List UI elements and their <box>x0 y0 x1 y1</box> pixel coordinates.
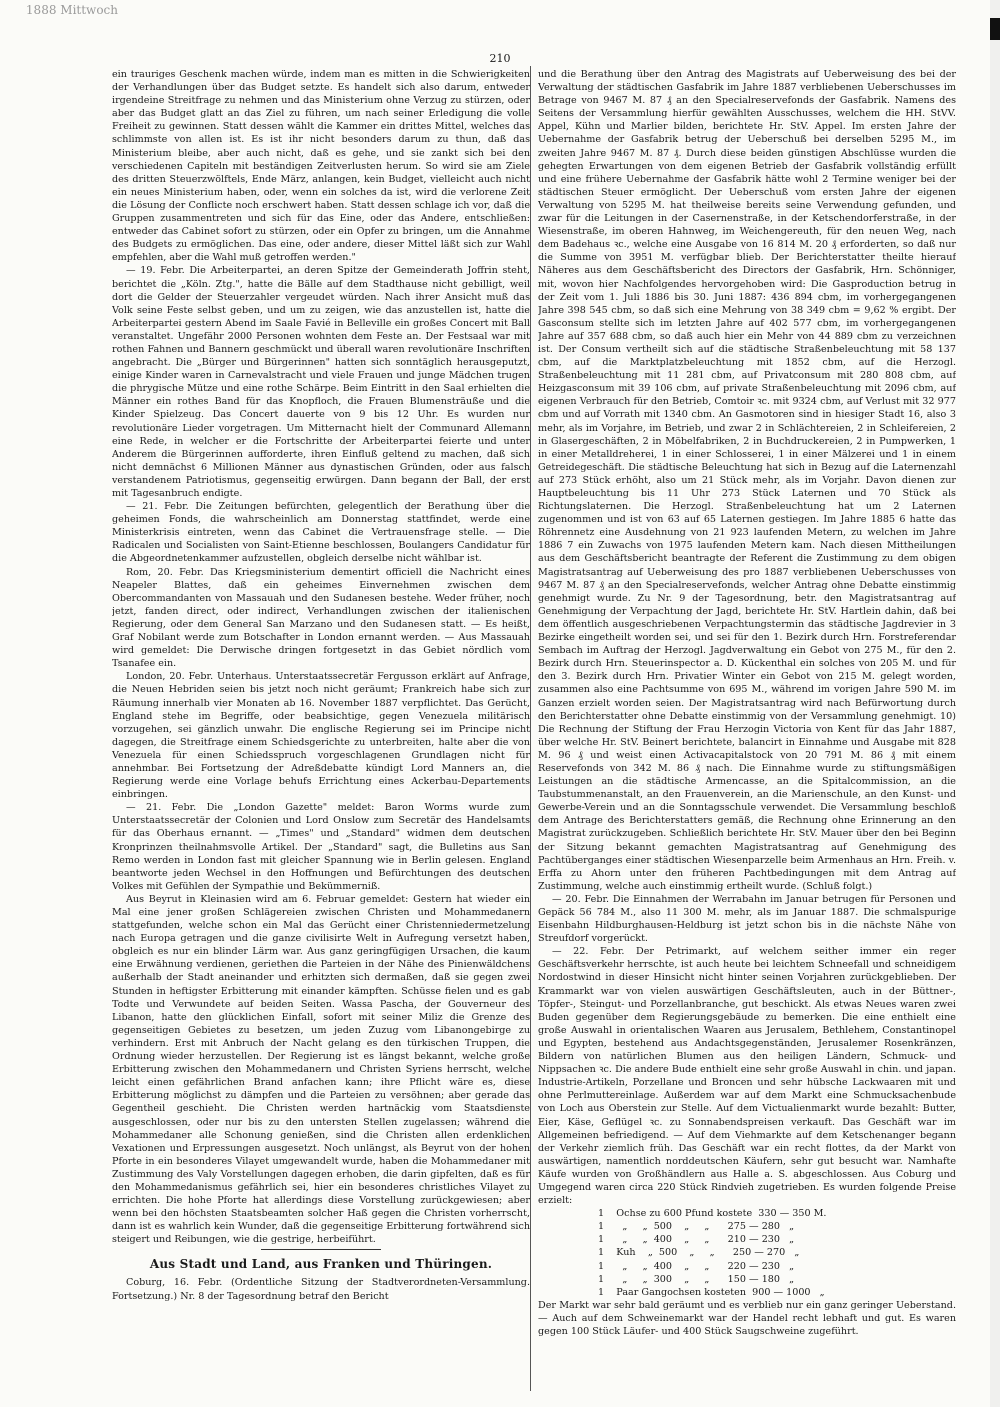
column-divider <box>530 66 531 1391</box>
right-column <box>538 68 956 1388</box>
price-list-line: 1 „ „ 500 „ „ 275 — 280 „ <box>598 1221 795 1233</box>
price-list-line: 1 „ „ 300 „ „ 150 — 180 „ <box>598 1273 795 1285</box>
article-paragraph: — 22. Febr. Der Petrimarkt, auf welchem seither immer ein reger Geschäftsverkehr herrschte, ist auch heute bei leichtem Schneefall und schneidigem Nordostwind in dieser Hinsicht nicht hinter seinen Vorjahren zurückgeblieben. Der Krammarkt war von vielen auswärtigen Geschäftsleuten, auch in der Büttner-, Töpfer-, Steingut- und Porzellanbranche, gut beschickt. Als etwas Neues waren zwei Buden gegenüber dem Regierungsgebäude zu bemerken. Die eine enthielt eine große Auswahl in orientalischen Waaren aus Jerusalem, Bethlehem, Constantinopel und Egypten, bestehend aus Andachtsgegenständen, Jerusalemer Rosenkränzen, Bildern von natürlichen Blumen aus den heiligen Ländern, Schmuck- und Nippsachen ꝛc. Die andere Bude enthielt eine sehr große Auswahl in chin. und japan. Industrie-Artikeln, Porzellane und Broncen und sehr hübsche Lackwaaren mit und ohne Perlmuttereinlage. Außerdem war auf dem Markt eine Schmucksachenbude von Loch aus Oberstein zur Stelle. Auf dem Victualienmarkt wurde bezahlt: Butter, Eier, Käse, Geflügel ꝛc. zu Sonnabendspreisen verkauft. Das Geschäft war im Allgemeinen befriedigend. — Auf dem Viehmarkte auf dem Ketschenanger begann der Verkehr ziemlich früh. Das Geschäft war ein recht flottes, da der Markt von auswärtigen, namentlich norddeutschen Käufern, sehr gut besucht war. Namhafte Käufe wurden von Großhändlern aus Halle a. S. abgeschlossen. Aus Coburg und Umgegend waren circa 220 Stück Rindvieh zugetrieben. Es wurden folgende Preise erzielt: <box>538 946 956 1207</box>
edge-mark <box>990 18 1000 40</box>
faded-corner-header <box>0 0 120 55</box>
article-paragraph: — 21. Febr. Die „London Gazette" meldet: Baron Worms wurde zum Unterstaatssecretär der Colonien und Lord Onslow zum Secretär des Handelsamts für das Oberhaus ernannt. — „Times" und „Standard" widmen dem deutschen Kronprinzen theilnahmsvolle Artikel. Der „Standard" sagt, die Bulletins aus San Remo werden in London fast mit gleicher Spannung wie in Berlin gelesen. England beantworte jeden Wechsel in den Hoffnungen und Befürchtungen des deutschen Volkes mit Gefühlen der Sympathie und Bekümmerniß. <box>112 802 530 892</box>
page-edge <box>990 0 1000 1407</box>
article-paragraph: Coburg, 16. Febr. (Ordentliche Sitzung der Stadtverordneten-Versammlung. Fortsetzung.) Nr. 8 der Tagesordnung betraf den Bericht <box>112 1277 530 1302</box>
article-paragraph: und die Berathung über den Antrag des Magistrats auf Ueberweisung des bei der Verwaltung der städtischen Gasfabrik im Jahre 1887 verbliebenen Ueberschusses im Betrage von 9467 M. 87 ₰ an den Specialreservefonds der Gasfabrik. Namens des Seitens der Versammlung hierfür gewählten Ausschusses, welchem die HH. StVV. Appel, Kühn und Marlier bilden, berichtete Hr. StV. Appel. Im ersten Jahre der Uebernahme der Gasfabrik betrug der Ueberschuß bei derselben 5295 M., im zweiten Jahre 9467 M. 87 ₰. Durch diese beiden günstigen Abschlüsse wurden die gehegten Erwartungen von dem eigenen Betrieb der Gasfabrik vollständig erfüllt und eine frühere Uebernahme der Gasfabrik hätte wohl 2 Termine weniger bei der städtischen Steuer ermöglicht. Der Ueberschuß vom ersten Jahre der eigenen Verwaltung von 5295 M. hat theilweise bereits seine Verwendung gefunden, und zwar für die Leitungen in der Casernenstraße, in der Ketschendorferstraße, in der Wiesenstraße, im oberen Hahnweg, im Weichengereuth, für den neuen Weg, nach dem Badehaus ꝛc., welche eine Ausgabe von 16 814 M. 20 ₰ erforderten, so daß nur die Summe von 3951 M. verfügbar blieb. Der Berichterstatter theilte hierauf Näheres aus dem Geschäftsbericht des Directors der Gasfabrik, Hrn. Schönniger, mit, wovon hier Nachfolgendes hervorgehoben wird: Die Gasproduction betrug in der Zeit vom 1. Juli 1886 bis 30. Juni 1887: 436 894 cbm, im vorhergegangenen Jahre 398 545 cbm, so daß sich eine Mehrung von 38 349 cbm = 9,62 % ergibt. Der Gasconsum stellte sich im letzten Jahre auf 402 577 cbm, im vorhergegangenen Jahre auf 357 688 cbm, so daß auch hier ein Mehr von 44 889 cbm zu verzeichnen ist. Der Consum vertheilt sich auf die städtische Straßenbeleuchtung mit 58 137 cbm, auf die Marktplatzbeleuchtung mit 1852 cbm, auf die Herzogl. Straßenbeleuchtung mit 11 281 cbm, auf Privatconsum mit 280 808 cbm, auf Heizgasconsum mit 39 106 cbm, auf private Straßenbeleuchtung mit 2096 cbm, auf eigenen Verbrauch für den Betrieb, Comtoir ꝛc. mit 9324 cbm, auf Verlust mit 32 977 cbm und auf Vorrath mit 1340 cbm. An Gasmotoren sind in hiesiger Stadt 16, also 3 mehr, als im Vorjahre, im Betrieb, und zwar 2 in Schlächtereien, 2 in Schleifereien, 2 in Glasergeschäften, 2 in Möbelfabriken, 2 in Buchdruckereien, 2 in Pumpwerken, 1 in einer Metalldreherei, 1 in einer Schlosserei, 1 in einer Mälzerei und 1 in einem Getreidegeschäft. Die städtische Beleuchtung hat sich in Bezug auf die Laternenzahl auf 273 Stück erhöht, also um 21 Stück mehr, als im Vorjahr. Davon dienen zur Hauptbeleuchtung bis 11 Uhr 273 Stück Laternen und 70 Stück als Richtungslaternen. Die Herzogl. Straßenbeleuchtung hat um 2 Laternen zugenommen und ist von 63 auf 65 Laternen gestiegen. Im Jahre 1885 6 hatte das Röhrennetz eine Ausdehnung von 21 923 laufenden Metern, zu welchen im Jahre 1886 7 ein Zuwachs von 1975 laufenden Metern kam. Nach diesen Mittheilungen aus dem Geschäftsbericht beantragte der Referent die Zustimmung zu dem obigen Magistratsantrag auf Ueberweisung des pro 1887 verbliebenen Ueberschusses von 9467 M. 87 ₰ an den Specialreservefonds, welcher Antrag ohne Debatte einstimmig genehmigt wurde. Zu Nr. 9 der Tagesordnung, betr. den Magistratsantrag auf Genehmigung der Verpachtung der Jagd, berichtete Hr. StV. Hartlein dahin, daß bei dem öffentlich ausgeschriebenen Verpachtungstermin das städtische Jagdrevier in 3 Bezirke eingetheilt worden sei, und sei für den 1. Bezirk durch Hrn. Forstreferendar Sembach im Auftrag der Herzogl. Jagdverwaltung ein Gebot von 275 M., für den 2. Bezirk durch Hrn. Steuerinspector a. D. Kückenthal ein solches von 205 M. und für den 3. Bezirk durch Hrn. Privatier Winter ein Gebot von 215 M. gelegt worden, zusammen also eine Pachtsumme von 695 M., während im vorigen Jahre 590 M. im Ganzen erzielt worden seien. Der Magistratsantrag wird nach Befürwortung durch den Berichterstatter ohne Debatte einstimmig von der Versammlung genehmigt. 10) Die Rechnung der Stiftung der Frau Herzogin Victoria von Kent für das Jahr 1887, über welche Hr. StV. Beinert berichtete, balancirt in Einnahme und Ausgabe mit 828 M. 96 ₰ und weist einen Activacapitalstock von 20 791 M. 86 ₰ mit einem Reservefonds von 342 M. 86 ₰ nach. Die Einnahme wurde zu stiftungsmäßigen Leistungen an die städtische Armencasse, an die Spitalcommission, an die Taubstummenanstalt, an den Frauenverein, an die Marienschule, an den Kunst- und Gewerbe-Verein und an die Sonntagsschule verwendet. Die Versammlung beschloß dem Antrage des Berichterstatters gemäß, die Rechnung ohne Erinnerung an den Magistrat zurückzugeben. Schließlich berichtete Hr. StV. Mauer über den bei Beginn der Sitzung bekannt gemachten Magistratsantrag auf Genehmigung des Pachtüberganges einer städtischen Wiesenparzelle beim Armenhaus an Hrn. Freih. v. Erffa zu Ahorn unter den früheren Pachtbedingungen mit dem Antrag auf Zustimmung, welche auch einstimmig ertheilt wurde. (Schluß folgt.) <box>538 69 956 892</box>
page-number: 210 <box>489 52 511 65</box>
article-paragraph: Rom, 20. Febr. Das Kriegsministerium dementirt officiell die Nachricht eines Neapeler Blattes, daß ein geheimes Einvernehmen zwischen dem Obercommandanten von Massauah und den Sudanesen bestehe. Weder früher, noch jetzt, fanden direct, oder indirect, Verhandlungen zwischen der italienischen Regierung, oder dem General San Marzano und den Sudanesen statt. — Es heißt, Graf Nobilant werde zum Botschafter in London ernannt werden. — Aus Massauah wird gemeldet: Die Derwische dringen fortgesetzt in das Gebiet nördlich vom Tsanafee ein. <box>112 566 530 670</box>
article-paragraph: ein trauriges Geschenk machen würde, indem man es mitten in die Schwierigkeiten der Verhandlungen über das Budget setzte. Es handelt sich also darum, entweder irgendeine Streitfrage zu nehmen und das Ministerium ohne Verzug zu stürzen, oder aber das Budget glatt an das Ziel zu führen, um nach seiner Erledigung die volle Freiheit zu gewinnen. Statt dessen wählt die Kammer ein drittes Mittel, welches das schlimmste von allen ist. Es ist ihr nicht besonders darum zu thun, daß das Ministerium bleibe, aber auch nicht, daß es gehe, und sie zankt sich bei den verschiedenen Capiteln mit beständigen Zeitverlusten herum. So wird sie am Ziele des dritten Steuerzwölftels, Ende März, anlangen, kein Budget, vielleicht auch nicht ein neues Ministerium haben, oder, wenn ein solches da ist, wird die verlorene Zeit die Lösung der Conflicte noch erschwert haben. Statt dessen schlage ich vor, daß die Gruppen zusammentreten und sich für das Eine, oder das Andere, entschließen: entweder das Cabinet sofort zu stürzen, oder ein Opfer zu bringen, um die Annahme des Budgets zu ermöglichen. Das eine, oder andere, dieser Mittel läßt sich zur Wahl empfehlen, aber die Wahl muß getroffen werden." <box>112 69 530 264</box>
article-paragraph: — 20. Febr. Die Einnahmen der Werrabahn im Januar betrugen für Personen und Gepäck 56 784 M., also 11 300 M. mehr, als im Januar 1887. Die schmalspurige Eisenbahn Hildburghausen-Heldburg ist jetzt schon bis in die nächste Nähe von Streufdorf vorgerückt. <box>538 893 956 945</box>
left-column <box>112 68 530 1388</box>
price-list <box>538 1207 956 1299</box>
price-list-line: 1 „ „ 400 „ „ 210 — 230 „ <box>598 1234 795 1246</box>
price-list-line: 1 Ochse zu 600 Pfund kostete 330 — 350 M. <box>598 1208 827 1220</box>
heading-rule <box>261 1249 381 1250</box>
article-paragraph: — 19. Febr. Die Arbeiterpartei, an deren Spitze der Gemeinderath Joffrin steht, berichtet die „Köln. Ztg.", hatte die Bälle auf dem Stadthause nicht gebilligt, weil dort die Gelder der Steuerzahler vergeudet würden. Nach ihrer Ansicht muß das Volk seine Feste selbst geben, und um zu zeigen, wie das anzustellen ist, hatte die Arbeiterpartei gestern Abend im Saale Favié in Belleville ein großes Concert mit Ball veranstaltet. Ungefähr 2000 Personen wohnten dem Feste an. Der Festsaal war mit rothen Fahnen und Bannern geschmückt und überall waren revolutionäre Inschriften angebracht. Die „Bürger und Bürgerinnen" hatten sich sonntäglich herausgeputzt, einige Kinder waren in Carnevalstracht und viele Frauen und junge Mädchen trugen die phrygische Mütze und eine rothe Schärpe. Beim Eintritt in den Saal erhielten die Männer ein rothes Band für das Knopfloch, die Frauen Blumensträuße und die Kinder Spielzeug. Das Concert dauerte von 9 bis 12 Uhr. Es wurden nur revolutionäre Lieder vorgetragen. Um Mitternacht hielt der Communard Allemann eine Rede, in welcher er die Fortschritte der Arbeiterpartei feierte und unter Anderem die Bürgerinnen aufforderte, ihren Einfluß geltend zu machen, daß sich nicht demnächst 6 Millionen Männer aus dynastischen Gründen, oder aus falsch verstandenem Patriotismus, gegenseitig erwürgen. Dann begann der Ball, der erst mit Tagesanbruch endigte. <box>112 265 530 499</box>
price-list-line: 1 „ „ 400 „ „ 220 — 230 „ <box>598 1260 795 1272</box>
article-paragraph: Der Markt war sehr bald geräumt und es verblieb nur ein ganz geringer Ueberstand. — Auch auf dem Schweinemarkt war der Handel recht lebhaft und gut. Es waren gegen 100 Stück Läufer- und 400 Stück Saugschweine zugeführt. <box>538 1299 956 1337</box>
article-paragraph: — 21. Febr. Die Zeitungen befürchten, gelegentlich der Berathung über die geheimen Fonds, die wahrscheinlich am Donnerstag stattfindet, werde eine Ministerkrisis eintreten, wenn das Cabinet die Vertrauensfrage stelle. — Die Radicalen und Socialisten von Saint-Etienne beschlossen, Boulangers Candidatur für die Abgeordnetenkammer aufzustellen, obgleich derselbe nicht wählbar ist. <box>112 501 530 565</box>
corner-header-text: 1888 Mittwoch <box>25 3 118 17</box>
article-paragraph: Aus Beyrut in Kleinasien wird am 6. Februar gemeldet: Gestern hat wieder ein Mal eine jener großen Schlägereien zwischen Christen und Mohammedanern stattgefunden, welche schon ein Mal das Gerücht einer Christenniedermetzelung nach Europa getragen und die ganze civilisirte Welt in Aufregung versetzt haben, obgleich es nur ein blinder Lärm war. Aus ganz geringfügigen Ursachen, die kaum eine Erwähnung verdienen, geriethen die Parteien in der Nähe des Pinienwäldchens außerhalb der Stadt aneinander und erhitzten sich dermaßen, daß sie gegen zwei Stunden in heftigster Erbitterung mit einander kämpften. Schüsse fielen und es gab Todte und Verwundete auf beiden Seiten. Wassa Pascha, der Gouverneur des Libanon, hatte den glücklichen Einfall, sofort mit seiner Miliz die Grenze des gegenseitigen Gebietes zu besetzen, um jeden Zuzug vom Libanongebirge zu verhindern. Erst mit Anbruch der Nacht gelang es den türkischen Truppen, die Ordnung wieder herzustellen. Der Regierung ist es längst bekannt, welche große Erbitterung zwischen den Mohammedanern und Christen Syriens herrscht, welche leicht einen gefährlichen Brand anfachen kann; ihre Pflicht wäre es, diese Erbitterung möglichst zu dämpfen und die Parteien zu versöhnen; aber gerade das Gegentheil geschieht. Die Christen werden hartnäckig vom Staatsdienste ausgeschlossen, oder nur bis zu den untersten Stellen zugelassen; während die Mohammedaner alle Schonung genießen, sind die Christen allen erdenklichen Vexationen und Erpressungen ausgesetzt. Noch unlängst, als Beyrut von der hohen Pforte in ein besonderes Vilayet umgewandelt wurde, haben die Mohammedaner mit Zustimmung des Valy Vorstellungen dagegen erhoben, die darin gipfelten, daß es für den Mohammedanismus gefährlich sei, hier ein besonderes christliches Vilayet zu errichten. Die hohe Pforte hat allerdings diese Vorstellung zurückgewiesen; aber wenn bei den höchsten Staatsbeamten solcher Haß gegen die Christen vorherrscht, dann ist es wahrlich kein Wunder, daß die gegenseitige Erbitterung fortwährend sich steigert und Reibungen, wie die gestrige, herbeiführt. <box>112 893 530 1246</box>
section-heading: Aus Stadt und Land, aus Franken und Thüringen. <box>149 1257 493 1272</box>
article-paragraph: London, 20. Febr. Unterhaus. Unterstaatssecretär Fergusson erklärt auf Anfrage, die Neuen Hebriden seien bis jetzt noch nicht geräumt; Frankreich habe sich zur Räumung innerhalb vier Monaten ab 16. November 1887 verpflichtet. Das Gerücht, England stehe im Begriffe, oder beabsichtige, gegen Venezuela militärisch vorzugehen, sei gänzlich unwahr. Die englische Regierung sei im Principe nicht dagegen, die Streitfrage einem Schiedsgerichte zu unterbreiten, halte aber die von Venezuela für einen Schiedsspruch vorgeschlagenen Grundlagen nicht für annehmbar. Bei Fortsetzung der Adreßdebatte kündigt Lord Manners an, die Regierung werde eine Vorlage behufs Errichtung eines Ackerbau-Departements einbringen. <box>112 671 530 801</box>
price-list-line: 1 Paar Gangochsen kosteten 900 — 1000 „ <box>598 1286 825 1298</box>
price-list-line: 1 Kuh „ 500 „ „ 250 — 270 „ <box>598 1247 800 1259</box>
